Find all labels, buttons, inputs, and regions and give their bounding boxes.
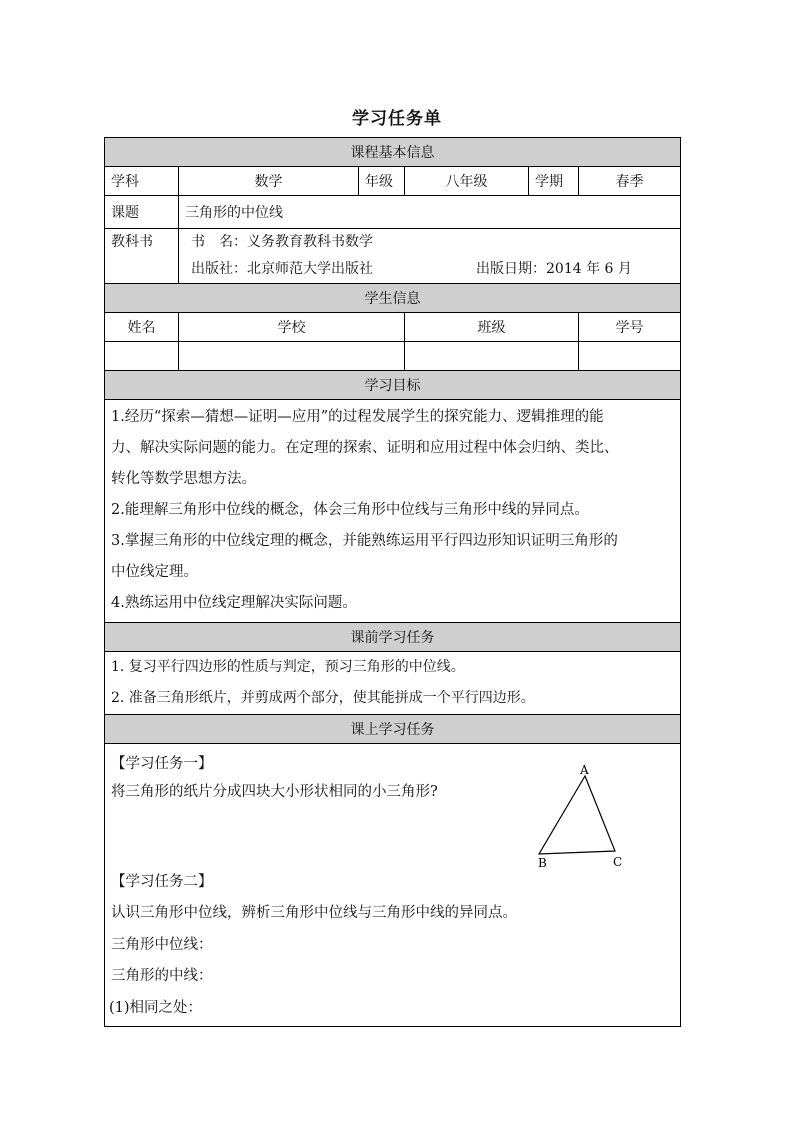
term-value: 春季 <box>579 167 681 196</box>
goal-line: 3.掌握三角形的中位线定理的概念，并能熟练运用平行四边形知识证明三角形的 <box>111 533 618 549</box>
publisher: 出版社：北京师范大学出版社 <box>191 261 373 277</box>
name-field[interactable] <box>105 342 179 371</box>
goal-line: 中位线定理。 <box>111 564 198 580</box>
triangle-shape <box>539 776 615 854</box>
textbook-label: 教科书 <box>105 229 179 284</box>
topic-value: 三角形的中位线 <box>179 196 681 229</box>
student-id-label: 学号 <box>579 313 681 342</box>
goal-line: 转化等数学思想方法。 <box>111 471 256 487</box>
goal-line: 4.熟练运用中位线定理解决实际问题。 <box>111 595 357 611</box>
class-label: 班级 <box>405 313 579 342</box>
similar-label: (1)相同之处： <box>109 1000 203 1016</box>
task1-title: 【学习任务一】 <box>111 756 213 772</box>
triangle-abc-figure <box>533 764 633 868</box>
goal-line: 1.经历“探索—猜想—证明—应用”的过程发展学生的探究能力、逻辑推理的能 <box>111 409 604 425</box>
midline-label: 三角形中位线： <box>111 937 213 953</box>
goals-header: 学习目标 <box>105 371 681 400</box>
pre-tasks-content <box>105 652 681 715</box>
school-field[interactable] <box>179 342 405 371</box>
task2-text: 认识三角形中位线，辨析三角形中位线与三角形中线的异同点。 <box>111 905 517 921</box>
course-info-header: 课程基本信息 <box>105 138 681 167</box>
median-label: 三角形的中线： <box>111 968 213 984</box>
student-id-field[interactable] <box>579 342 681 371</box>
task1-text: 将三角形的纸片分成四块大小形状相同的小三角形? <box>111 784 438 800</box>
class-tasks-content <box>105 744 681 1027</box>
task2-title: 【学习任务二】 <box>111 874 213 890</box>
subject-label: 学科 <box>105 167 179 196</box>
term-label: 学期 <box>529 167 579 196</box>
student-info-header: 学生信息 <box>105 284 681 313</box>
page-title: 学习任务单 <box>352 109 442 129</box>
vertex-c-label: C <box>613 855 623 868</box>
class-tasks-header: 课上学习任务 <box>105 715 681 744</box>
vertex-a-label: A <box>580 764 589 777</box>
class-field[interactable] <box>405 342 579 371</box>
book-name: 书 名：义务教育教科书数学 <box>191 234 373 250</box>
topic-label: 课题 <box>105 196 179 229</box>
task-sheet-table <box>104 137 681 1027</box>
goal-line: 力、解决实际问题的能力。在定理的探索、证明和应用过程中体会归纳、类比、 <box>111 440 619 456</box>
pre-task-item: 2. 准备三角形纸片，并剪成两个部分，使其能拼成一个平行四边形。 <box>111 690 535 706</box>
name-label: 姓名 <box>105 313 179 342</box>
publish-date: 出版日期：2014 年 6 月 <box>476 261 632 277</box>
goal-line: 2.能理解三角形中位线的概念，体会三角形中位线与三角形中线的异同点。 <box>111 502 589 518</box>
vertex-b-label: B <box>538 856 547 868</box>
grade-label: 年级 <box>359 167 405 196</box>
grade-value: 八年级 <box>405 167 529 196</box>
pre-task-item: 1. 复习平行四边形的性质与判定，预习三角形的中位线。 <box>111 659 465 675</box>
goals-content <box>105 400 681 623</box>
pre-tasks-header: 课前学习任务 <box>105 623 681 652</box>
subject-value: 数学 <box>179 167 359 196</box>
school-label: 学校 <box>179 313 405 342</box>
